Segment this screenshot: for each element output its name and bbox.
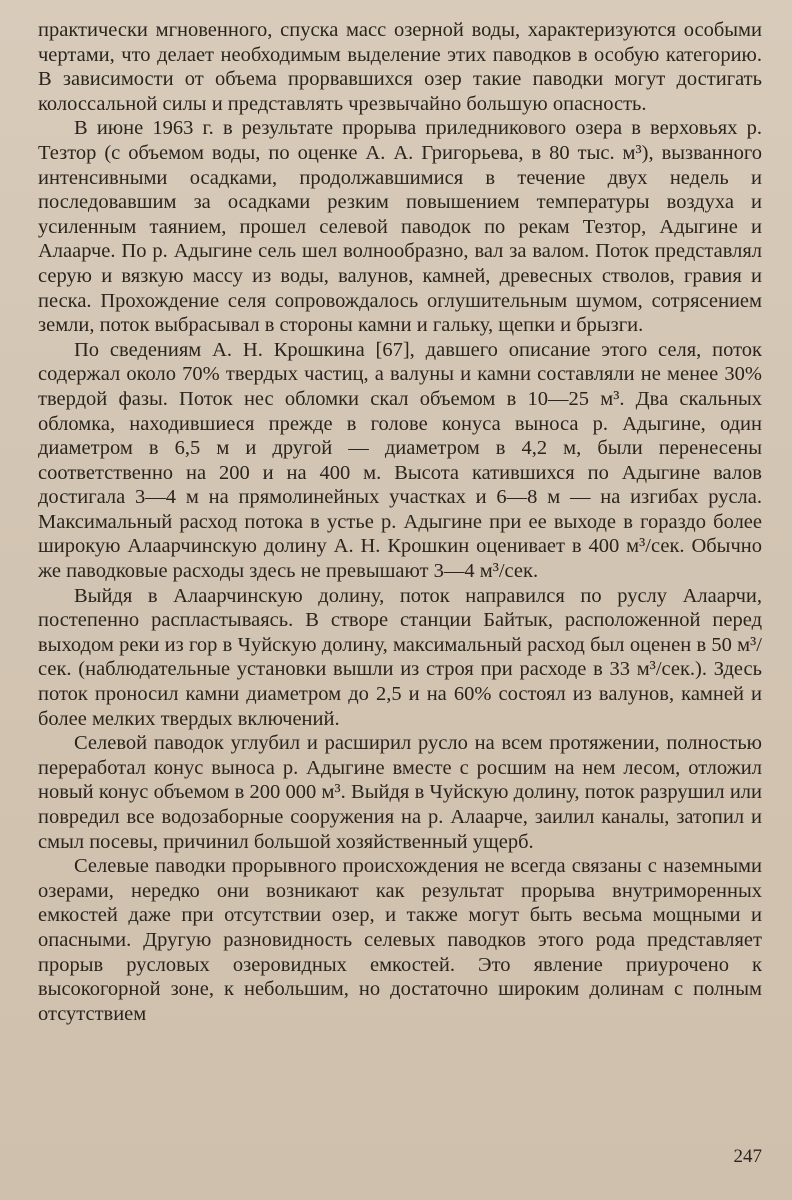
paragraph-4: Выйдя в Алаарчинскую долину, поток направился по руслу Алаарчи, постепенно распластываясь. В створе станции Байтык, расположенной перед выходом реки из гор в Чуйскую долину, максимальный расход был оценен в 50 м³/сек. (наблюдательные установки вышли из строя при расходе в 33 м³/сек.). Здесь поток проносил камни диаметром до 2,5 и на 60% состоял из валунов, камней и более мелких твердых включений. bbox=[38, 584, 762, 730]
body-text bbox=[38, 18, 762, 1026]
paragraph-1: практически мгновенного, спуска масс озерной воды, характеризуются особыми чертами, что делает необходимым выделение этих паводков в особую категорию. В зависимости от объема прорвавшихся озер такие паводки могут достигать колоссальной силы и представлять чрезвычайно большую опасность. bbox=[38, 19, 762, 115]
page-number: 247 bbox=[733, 1146, 762, 1167]
paragraph-5: Селевой паводок углубил и расширил русло на всем протяжении, полностью переработал конус выноса р. Адыгине вместе с росшим на нем лесом, отложил новый конус объемом в 200 000 м³. Выйдя в Чуйскую долину, поток разрушил или повредил все водозаборные сооружения на р. Алаарче, заилил каналы, затопил и смыл посевы, причинил большой хозяйственный ущерб. bbox=[38, 732, 762, 853]
paragraph-3: По сведениям А. Н. Крошкина [67], давшего описание этого селя, поток содержал около 70% твердых частиц, а валуны и камни составляли не менее 30% твердой фазы. Поток нес обломки скал объемом в 10—25 м³. Два скальных обломка, находившиеся прежде в голове конуса выноса р. Адыгине, один диаметром в 6,5 м и другой — диаметром в 4,2 м, были перенесены соответственно на 200 и на 400 м. Высота катившихся по Адыгине валов достигала 3—4 м на прямолинейных участках и 6—8 м — на изгибах русла. Максимальный расход потока в устье р. Адыгине при ее выходе в гораздо более широкую Алаарчинскую долину А. Н. Крошкин оценивает в 400 м³/сек. Обычно же паводковые расходы здесь не превышают 3—4 м³/сек. bbox=[38, 338, 762, 583]
paragraph-6: Селевые паводки прорывного происхождения не всегда связаны с наземными озерами, нередко они возникают как результат прорыва внутриморенных емкостей даже при отсутствии озер, и также могут быть весьма мощными и опасными. Другую разновидность селевых паводков этого рода представляет прорыв русловых озеровидных емкостей. Это явление приурочено к высокогорной зоне, к небольшим, но достаточно широким долинам с полным отсутствием bbox=[38, 855, 762, 1025]
paragraph-2: В июне 1963 г. в результате прорыва приледникового озера в верховьях р. Тезтор (с объемом воды, по оценке А. А. Григорьева, в 80 тыс. м³), вызванного интенсивными осадками, продолжавшимися в течение двух недель и последовавшим за осадками резким повышением температуры воздуха и усиленным таянием, прошел селевой паводок по рекам Тезтор, Адыгине и Алаарче. По р. Адыгине сель шел волнообразно, вал за валом. Поток представлял серую и вязкую массу из воды, валунов, камней, древесных стволов, гравия и песка. Прохождение селя сопровождалось оглушительным шумом, сотрясением земли, поток выбрасывал в стороны камни и гальку, щепки и брызги. bbox=[38, 117, 762, 337]
